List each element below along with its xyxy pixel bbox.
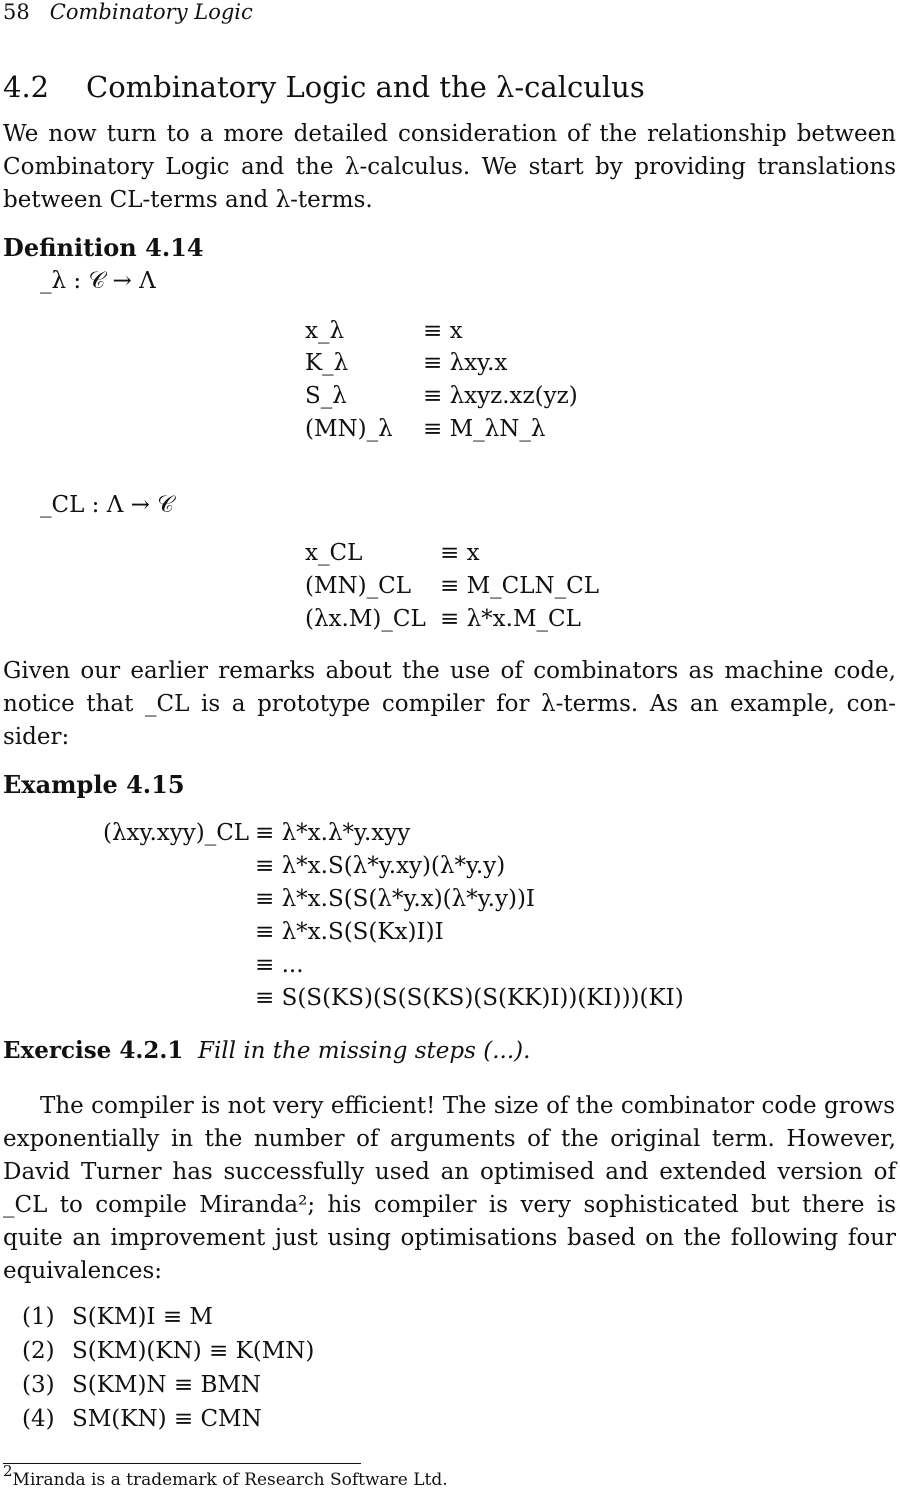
- paragraph-line-4: _CL to compile Miranda²; his compiler is very sophisticated but there is: [3, 1192, 896, 1218]
- footnote-text: Miranda is a trademark of Research Software Ltd.: [12, 1470, 448, 1490]
- cl-map-signature: _CL : Λ → 𝒞: [40, 492, 175, 518]
- definition-heading: Definition 4.14: [3, 233, 204, 262]
- remarks-line-1: Given our earlier remarks about the use of combinators as machine code,: [3, 658, 896, 684]
- section-heading: [3, 70, 645, 104]
- equivalence-label: (1): [22, 1304, 55, 1330]
- equivalence-text: S(KM)I ≡ M: [72, 1304, 213, 1330]
- exercise-text: Fill in the missing steps (...).: [197, 1038, 531, 1064]
- equivalence-text: SM(KN) ≡ CMN: [72, 1406, 262, 1432]
- example-step: ≡ λ*x.S(S(Kx)I)I: [255, 919, 444, 945]
- cl-map-row-lhs: (λx.M)_CL: [305, 606, 426, 632]
- intro-line-3: between CL-terms and λ-terms.: [3, 187, 373, 213]
- lambda-map-row-rhs: ≡ x: [423, 318, 463, 344]
- equivalence-label: (2): [22, 1338, 55, 1364]
- cl-map-row-lhs: x_CL: [305, 540, 363, 566]
- lambda-map-row-lhs: K_λ: [305, 350, 349, 376]
- example-step: ≡ λ*x.S(S(λ*y.x)(λ*y.y))I: [255, 886, 535, 912]
- remarks-line-3: sider:: [3, 724, 70, 750]
- running-head: [3, 0, 253, 24]
- running-title: Combinatory Logic: [49, 0, 253, 24]
- example-step: ≡ λ*x.λ*y.xyy: [255, 820, 411, 846]
- paragraph-line-5: quite an improvement just using optimisations based on the following four: [3, 1225, 896, 1251]
- lambda-map-row-lhs: x_λ: [305, 318, 345, 344]
- intro-line-1: We now turn to a more detailed consideration of the relationship between: [3, 121, 896, 147]
- lambda-map-row-rhs: ≡ λxyz.xz(yz): [423, 383, 578, 409]
- example-heading: Example 4.15: [3, 770, 185, 799]
- cl-map-row-rhs: ≡ M_CLN_CL: [440, 573, 600, 599]
- cl-map-row-lhs: (MN)_CL: [305, 573, 411, 599]
- paragraph-line-6: equivalences:: [3, 1258, 163, 1284]
- paragraph-line-3: David Turner has successfully used an optimised and extended version of: [3, 1159, 896, 1185]
- example-step: ≡ S(S(KS)(S(S(KS)(S(KK)I))(KI)))(KI): [255, 985, 684, 1011]
- intro-line-2: Combinatory Logic and the λ-calculus. We start by providing translations: [3, 154, 896, 180]
- paragraph-line-1: The compiler is not very efficient! The size of the combinator code grows: [40, 1093, 895, 1119]
- example-step: ≡ ...: [255, 952, 304, 978]
- lambda-map-row-lhs: S_λ: [305, 383, 347, 409]
- footnote-marker: 2: [3, 1462, 13, 1480]
- cl-map-row-rhs: ≡ λ*x.M_CL: [440, 606, 581, 632]
- exercise: [3, 1035, 530, 1067]
- lambda-map-row-rhs: ≡ λxy.x: [423, 350, 508, 376]
- lambda-map-signature: _λ : 𝒞 → Λ: [40, 268, 156, 294]
- exercise-heading: Exercise 4.2.1: [3, 1037, 184, 1064]
- footnote-rule: [3, 1463, 361, 1464]
- equivalence-label: (3): [22, 1372, 55, 1398]
- paragraph-line-2: exponentially in the number of arguments of the original term. However,: [3, 1126, 896, 1152]
- example-step: ≡ λ*x.S(λ*y.xy)(λ*y.y): [255, 853, 506, 879]
- remarks-line-2: notice that _CL is a prototype compiler for λ-terms. As an example, con-: [3, 691, 896, 717]
- cl-map-row-rhs: ≡ x: [440, 540, 480, 566]
- example-lhs: (λxy.xyy)_CL: [103, 820, 250, 846]
- footnote: [3, 1462, 448, 1490]
- equivalence-text: S(KM)N ≡ BMN: [72, 1372, 262, 1398]
- equivalence-label: (4): [22, 1406, 55, 1432]
- section-title: Combinatory Logic and the λ-calculus: [86, 70, 645, 104]
- page-number: 58: [3, 0, 30, 24]
- lambda-map-row-rhs: ≡ M_λN_λ: [423, 416, 546, 442]
- equivalence-text: S(KM)(KN) ≡ K(MN): [72, 1338, 315, 1364]
- lambda-map-row-lhs: (MN)_λ: [305, 416, 393, 442]
- section-number: 4.2: [3, 70, 50, 104]
